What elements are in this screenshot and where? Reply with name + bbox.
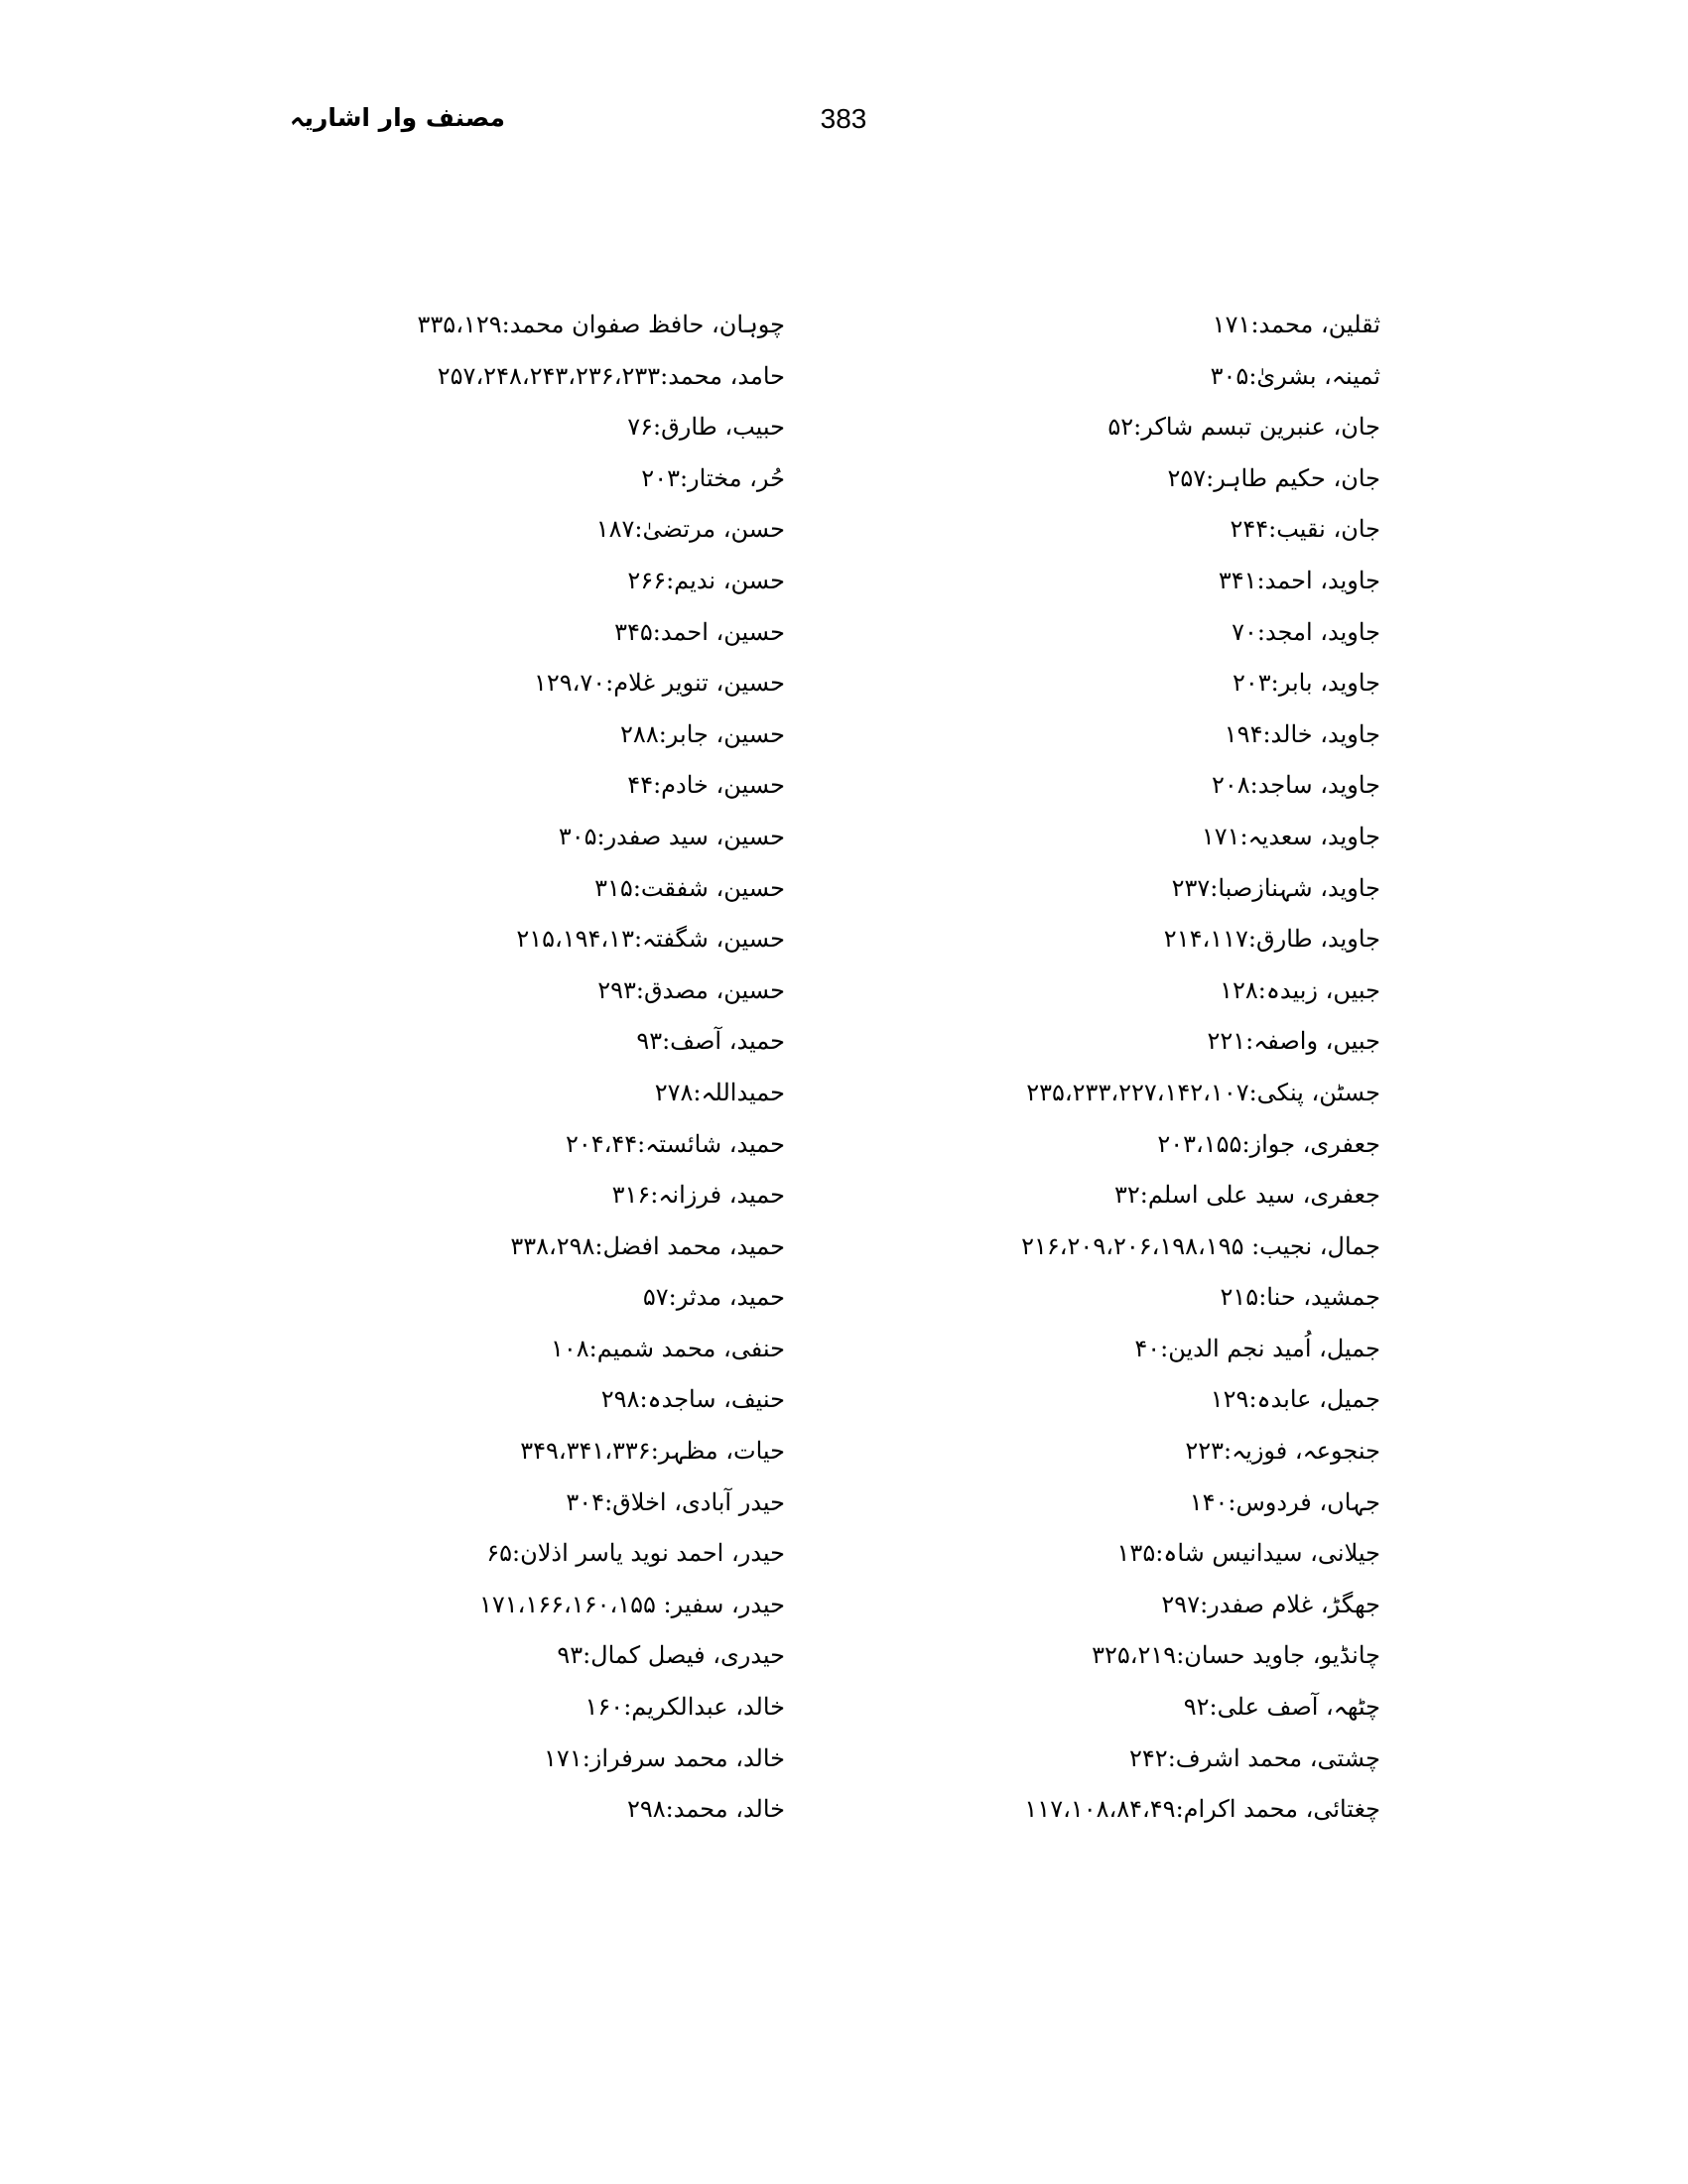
index-entry: حسین، تنویر غلام:۱۲۹،۷۰	[533, 669, 785, 698]
index-entry: جاوید، طارق:۲۱۴،۱۱۷	[1163, 925, 1380, 954]
index-entry: حسین، احمد:۳۴۵	[614, 617, 785, 646]
index-entry: جمال، نجیب: ۲۱۶،۲۰۹،۲۰۶،۱۹۸،۱۹۵	[1021, 1231, 1380, 1260]
index-entry: حمید، محمد افضل:۳۳۸،۲۹۸	[510, 1231, 785, 1260]
index-entry: حسین، شگفتہ:۲۱۵،۱۹۴،۱۳	[516, 925, 785, 954]
index-entry: جبیں، واصفہ:۲۲۱	[1207, 1027, 1380, 1056]
index-entry: جمیل، اُمید نجم الدین:۴۰	[1134, 1334, 1380, 1362]
index-entry: حمیداللہ:۲۷۸	[654, 1078, 785, 1106]
index-entry: جبیں، زبیدہ:۱۲۸	[1220, 975, 1380, 1004]
index-entry: جہاں، فردوس:۱۴۰	[1189, 1487, 1380, 1516]
index-entry: جاوید، امجد:۷۰	[1232, 617, 1380, 646]
index-entry: جمیل، عابدہ:۱۲۹	[1210, 1385, 1380, 1414]
index-entry: حمید، آصف:۹۳	[636, 1027, 785, 1056]
index-entry: جاوید، بابر:۲۰۳	[1232, 669, 1380, 698]
index-entry: حیدر، احمد نوید یاسر اذلان:۶۵	[486, 1539, 785, 1568]
index-entry: چانڈیو، جاوید حسان:۳۲۵،۲۱۹	[1092, 1641, 1380, 1670]
index-entry: جان، عنبرین تبسم شاکر:۵۲	[1107, 413, 1380, 442]
index-entry: جمشید، حنا:۲۱۵	[1220, 1283, 1380, 1312]
index-entry: حیدر آبادی، اخلاق:۳۰۴	[566, 1487, 785, 1516]
index-entry: حسن، ندیم:۲۶۶	[627, 566, 785, 594]
index-entry: حمید، شائستہ:۲۰۴،۴۴	[565, 1129, 785, 1158]
index-entry: جاوید، سعدیہ:۱۷۱	[1201, 822, 1380, 850]
index-column-right	[864, 300, 1380, 1836]
index-entry: حسن، مرتضیٰ:۱۸۷	[595, 515, 785, 544]
index-entry: چوہان، حافظ صفوان محمد:۳۳۵،۱۲۹	[417, 311, 785, 338]
running-header-title: مصنف وار اشاریہ	[290, 103, 505, 132]
index-entry: حیات، مظہر:۳۴۹،۳۴۱،۳۳۶	[520, 1437, 785, 1466]
index-entry: ثمینہ، بشریٰ:۳۰۵	[1210, 361, 1380, 390]
index-entry: چشتی، محمد اشرف:۲۴۲	[1129, 1743, 1380, 1772]
index-entry: جان، حکیم طاہر:۲۵۷	[1167, 463, 1380, 492]
index-entry: حمید، مدثر:۵۷	[642, 1283, 785, 1312]
index-entry: ثقلین، محمد:۱۷۱	[1212, 311, 1380, 338]
index-entry: حسین، مصدق:۲۹۳	[597, 975, 785, 1004]
index-entry: حسین، جابر:۲۸۸	[620, 719, 785, 748]
index-column-left	[269, 300, 785, 1836]
index-entry: حسین، خادم:۴۴	[627, 771, 785, 800]
index-entry: جاوید، شہنازصبا:۲۳۷	[1171, 873, 1380, 902]
index-entry: حنفی، محمد شمیم:۱۰۸	[550, 1334, 785, 1362]
index-entry: جاوید، خالد:۱۹۴	[1224, 719, 1380, 748]
index-entry: خالد، محمد:۲۹۸	[626, 1795, 785, 1824]
index-entry: خالد، عبدالکریم:۱۶۰	[584, 1693, 785, 1722]
index-entry: حسین، شفقت:۳۱۵	[594, 873, 785, 902]
index-entry: حسین، سید صفدر:۳۰۵	[558, 822, 785, 850]
index-entry: جھگڑ، غلام صفدر:۲۹۷	[1161, 1590, 1380, 1618]
index-entry: خالد، محمد سرفراز:۱۷۱	[544, 1743, 785, 1772]
index-entry: جاوید، ساجد:۲۰۸	[1211, 771, 1380, 800]
index-entry: حیدری، فیصل کمال:۹۳	[557, 1641, 785, 1670]
page-number: 383	[820, 103, 867, 134]
index-entry: جسٹن، پنکی:۲۳۵،۲۳۳،۲۲۷،۱۴۲،۱۰۷	[1026, 1078, 1380, 1106]
index-entry: حامد، محمد:۲۵۷،۲۴۸،۲۴۳،۲۳۶،۲۳۳	[437, 361, 785, 390]
index-entry: جنجوعہ، فوزیہ:۲۲۳	[1185, 1437, 1380, 1466]
index-entry: جان، نقیب:۲۴۴	[1230, 515, 1380, 544]
index-entry: حنیف، ساجدہ:۲۹۸	[600, 1385, 785, 1414]
index-entry: حُر، مختار:۲۰۳	[641, 463, 785, 492]
index-entry: حبیب، طارق:۷۶	[627, 413, 785, 442]
index-entry: حمید، فرزانہ:۳۱۶	[611, 1181, 785, 1210]
index-entry: چغتائی، محمد اکرام:۱۱۷،۱۰۸،۸۴،۴۹	[1024, 1795, 1380, 1824]
index-entry: جاوید، احمد:۳۴۱	[1218, 566, 1380, 594]
index-entry: جیلانی، سیدانیس شاہ:۱۳۵	[1116, 1539, 1380, 1568]
index-entry: چٹھہ، آصف علی:۹۲	[1183, 1693, 1380, 1722]
index-entry: حیدر، سفیر: ۱۷۱،۱۶۶،۱۶۰،۱۵۵	[478, 1590, 785, 1618]
index-entry: جعفری، جواز:۲۰۳،۱۵۵	[1157, 1129, 1380, 1158]
index-entry: جعفری، سید علی اسلم:۳۲	[1114, 1181, 1380, 1210]
